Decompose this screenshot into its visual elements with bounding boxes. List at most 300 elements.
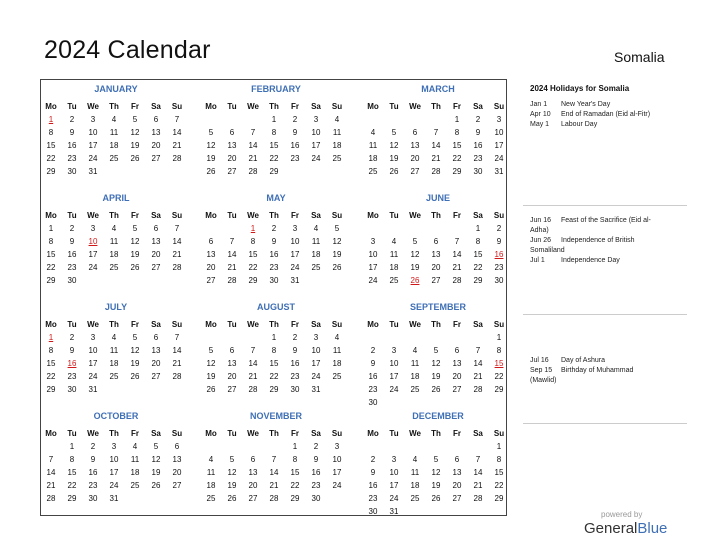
- weekday-header: Tu: [389, 320, 399, 329]
- day-cell: 24: [332, 481, 342, 490]
- day-cell: 2: [69, 224, 75, 233]
- day-cell: 4: [391, 237, 397, 246]
- day-cell: 8: [69, 455, 75, 464]
- day-cell: 7: [454, 237, 460, 246]
- day-cell: 30: [88, 494, 98, 503]
- weekday-header: Mo: [45, 429, 57, 438]
- day-cell: 20: [206, 263, 216, 272]
- day-cell: 24: [311, 372, 321, 381]
- weekday-header: Fr: [453, 320, 461, 329]
- day-cell: 23: [473, 154, 483, 163]
- day-cell: 18: [206, 481, 216, 490]
- month-name: JULY: [104, 302, 128, 312]
- day-cell: 18: [109, 359, 119, 368]
- holiday-day-cell: 10: [88, 237, 98, 246]
- day-cell: 25: [368, 167, 378, 176]
- holiday-entry: [530, 120, 660, 130]
- day-cell: 29: [46, 276, 56, 285]
- holiday-name: Feast of the Sacrifice (Eid al-Adha): [530, 217, 651, 234]
- day-cell: 5: [229, 455, 235, 464]
- holiday-entry: [530, 110, 660, 120]
- weekday-header: Tu: [67, 211, 77, 220]
- day-cell: 30: [494, 276, 504, 285]
- weekday-header: Th: [431, 320, 441, 329]
- day-cell: 27: [151, 372, 161, 381]
- weekday-header: Su: [331, 320, 343, 329]
- day-cell: 29: [248, 276, 258, 285]
- day-cell: 26: [332, 263, 342, 272]
- day-cell: 6: [174, 442, 180, 451]
- holiday-date: May 1: [530, 121, 550, 128]
- day-cell: 26: [431, 494, 441, 503]
- day-cell: 13: [431, 250, 441, 259]
- day-cell: 18: [389, 263, 399, 272]
- day-cell: 20: [452, 481, 462, 490]
- day-cell: 30: [269, 276, 279, 285]
- day-cell: 10: [88, 346, 98, 355]
- day-cell: 23: [67, 372, 77, 381]
- day-cell: 6: [412, 128, 418, 137]
- day-cell: 22: [269, 154, 279, 163]
- day-cell: 12: [389, 141, 399, 150]
- weekday-header: We: [87, 320, 99, 329]
- day-cell: 19: [206, 372, 216, 381]
- day-cell: 22: [67, 481, 77, 490]
- day-cell: 9: [90, 455, 96, 464]
- day-cell: 3: [370, 237, 376, 246]
- day-cell: 9: [69, 128, 75, 137]
- holiday-name: Labour Day: [561, 121, 598, 128]
- day-cell: 13: [151, 128, 161, 137]
- month-name: AUGUST: [257, 302, 295, 312]
- day-cell: 17: [368, 263, 378, 272]
- brand-text-blue: Blue: [637, 520, 668, 537]
- day-cell: 23: [88, 481, 98, 490]
- weekday-header: Th: [109, 211, 119, 220]
- day-cell: 11: [332, 346, 342, 355]
- day-cell: 20: [452, 372, 462, 381]
- month-name: OCTOBER: [93, 411, 139, 421]
- day-cell: 3: [496, 115, 502, 124]
- day-cell: 3: [313, 115, 319, 124]
- day-cell: 28: [473, 385, 483, 394]
- day-cell: 14: [172, 237, 182, 246]
- holiday-date: Sep 15: [530, 367, 553, 374]
- day-cell: 24: [88, 154, 98, 163]
- day-cell: 26: [130, 263, 140, 272]
- month-name: SEPTEMBER: [409, 302, 466, 312]
- weekday-header: We: [409, 102, 421, 111]
- weekday-header: Th: [431, 102, 441, 111]
- day-cell: 9: [69, 237, 75, 246]
- weekday-header: Fr: [131, 429, 139, 438]
- day-cell: 22: [452, 154, 462, 163]
- weekday-header: Tu: [67, 429, 77, 438]
- holiday-date: Jun 16: [530, 217, 552, 224]
- day-cell: 25: [109, 372, 119, 381]
- day-cell: 9: [370, 468, 376, 477]
- holiday-day-cell: 16: [67, 359, 77, 368]
- day-cell: 1: [496, 442, 502, 451]
- day-cell: 2: [370, 455, 376, 464]
- weekday-header: Tu: [227, 320, 237, 329]
- day-cell: 28: [172, 154, 182, 163]
- holiday-date: Jan 1: [530, 101, 548, 108]
- day-cell: 22: [46, 372, 56, 381]
- day-cell: 21: [431, 154, 441, 163]
- day-cell: 8: [292, 455, 298, 464]
- day-cell: 26: [389, 167, 399, 176]
- day-cell: 25: [410, 385, 420, 394]
- weekday-header: Su: [331, 429, 343, 438]
- day-cell: 4: [412, 455, 418, 464]
- day-cell: 6: [250, 455, 256, 464]
- day-cell: 4: [334, 115, 340, 124]
- holiday-entry: [530, 256, 660, 266]
- day-cell: 27: [431, 276, 441, 285]
- day-cell: 2: [90, 442, 96, 451]
- day-cell: 1: [496, 333, 502, 342]
- weekday-header: Su: [493, 429, 505, 438]
- day-cell: 23: [269, 263, 279, 272]
- weekday-header: We: [409, 211, 421, 220]
- day-cell: 30: [67, 385, 77, 394]
- day-cell: 14: [473, 468, 483, 477]
- day-cell: 9: [271, 237, 277, 246]
- weekday-header: Su: [171, 211, 183, 220]
- day-cell: 2: [292, 115, 298, 124]
- day-cell: 21: [46, 481, 56, 490]
- day-cell: 13: [410, 141, 420, 150]
- weekday-header: We: [247, 211, 259, 220]
- day-cell: 10: [88, 128, 98, 137]
- day-cell: 23: [290, 154, 300, 163]
- day-cell: 15: [67, 468, 77, 477]
- day-cell: 29: [269, 167, 279, 176]
- day-cell: 11: [109, 128, 119, 137]
- weekday-header: Tu: [227, 211, 237, 220]
- weekday-header: Tu: [67, 102, 77, 111]
- weekday-header: Su: [171, 102, 183, 111]
- divider: [523, 205, 687, 206]
- day-cell: 16: [67, 250, 77, 259]
- day-cell: 16: [88, 468, 98, 477]
- day-cell: 2: [313, 442, 319, 451]
- day-cell: 21: [248, 154, 258, 163]
- day-cell: 18: [332, 141, 342, 150]
- day-cell: 2: [496, 224, 502, 233]
- day-cell: 30: [473, 167, 483, 176]
- day-cell: 25: [109, 154, 119, 163]
- day-cell: 11: [130, 455, 140, 464]
- day-cell: 15: [473, 250, 483, 259]
- day-cell: 28: [172, 263, 182, 272]
- weekday-header: We: [409, 429, 421, 438]
- day-cell: 7: [174, 224, 180, 233]
- day-cell: 24: [311, 154, 321, 163]
- month-name: JUNE: [425, 193, 450, 203]
- weekday-header: Sa: [151, 211, 161, 220]
- day-cell: 24: [368, 276, 378, 285]
- weekday-header: Fr: [453, 211, 461, 220]
- day-cell: 28: [431, 167, 441, 176]
- day-cell: 24: [494, 154, 504, 163]
- day-cell: 10: [311, 346, 321, 355]
- day-cell: 7: [250, 346, 256, 355]
- day-cell: 18: [311, 250, 321, 259]
- holiday-date: Jul 1: [530, 257, 545, 264]
- weekday-header: Mo: [45, 211, 57, 220]
- day-cell: 2: [69, 115, 75, 124]
- weekday-header: We: [247, 320, 259, 329]
- day-cell: 23: [368, 385, 378, 394]
- day-cell: 15: [452, 141, 462, 150]
- day-cell: 18: [109, 141, 119, 150]
- weekday-header: Sa: [151, 102, 161, 111]
- day-cell: 26: [206, 385, 216, 394]
- day-cell: 13: [151, 346, 161, 355]
- day-cell: 12: [206, 359, 216, 368]
- weekday-header: Su: [171, 429, 183, 438]
- day-cell: 9: [313, 455, 319, 464]
- holiday-name: New Year's Day: [561, 101, 611, 108]
- day-cell: 17: [332, 468, 342, 477]
- day-cell: 27: [452, 385, 462, 394]
- day-cell: 26: [130, 372, 140, 381]
- day-cell: 19: [431, 481, 441, 490]
- day-cell: 24: [389, 385, 399, 394]
- day-cell: 20: [431, 263, 441, 272]
- day-cell: 27: [206, 276, 216, 285]
- day-cell: 16: [67, 141, 77, 150]
- weekday-header: Su: [493, 211, 505, 220]
- day-cell: 29: [494, 494, 504, 503]
- day-cell: 8: [475, 237, 481, 246]
- day-cell: 2: [475, 115, 481, 124]
- day-cell: 1: [69, 442, 75, 451]
- holiday-entry: [530, 366, 660, 386]
- day-cell: 22: [46, 263, 56, 272]
- weekday-header: Tu: [389, 429, 399, 438]
- day-cell: 30: [67, 167, 77, 176]
- day-cell: 19: [431, 372, 441, 381]
- day-cell: 7: [433, 128, 439, 137]
- day-cell: 19: [151, 468, 161, 477]
- day-cell: 23: [290, 372, 300, 381]
- holiday-day-cell: 15: [494, 359, 504, 368]
- day-cell: 15: [494, 468, 504, 477]
- weekday-header: Tu: [227, 429, 237, 438]
- day-cell: 13: [206, 250, 216, 259]
- day-cell: 21: [452, 263, 462, 272]
- weekday-header: Th: [431, 429, 441, 438]
- weekday-header: Sa: [311, 211, 321, 220]
- day-cell: 22: [269, 372, 279, 381]
- month-name: NOVEMBER: [249, 411, 302, 421]
- weekday-header: Mo: [367, 211, 379, 220]
- day-cell: 28: [473, 494, 483, 503]
- day-cell: 8: [48, 237, 54, 246]
- country-name: Somalia: [614, 49, 665, 65]
- day-cell: 7: [229, 237, 235, 246]
- day-cell: 22: [494, 481, 504, 490]
- day-cell: 13: [172, 455, 182, 464]
- month-name: JANUARY: [94, 84, 138, 94]
- weekday-header: We: [409, 320, 421, 329]
- day-cell: 5: [433, 346, 439, 355]
- day-cell: 30: [290, 385, 300, 394]
- day-cell: 6: [229, 128, 235, 137]
- day-cell: 3: [292, 224, 298, 233]
- weekday-header: Sa: [311, 320, 321, 329]
- weekday-header: Fr: [291, 429, 299, 438]
- divider: [523, 314, 687, 315]
- weekday-header: Su: [171, 320, 183, 329]
- day-cell: 17: [88, 359, 98, 368]
- holiday-day-cell: 1: [48, 333, 54, 342]
- day-cell: 5: [208, 128, 214, 137]
- day-cell: 3: [90, 333, 96, 342]
- brand-text-general: General: [584, 520, 638, 537]
- day-cell: 11: [109, 346, 119, 355]
- day-cell: 20: [227, 372, 237, 381]
- weekday-header: Mo: [367, 320, 379, 329]
- day-cell: 10: [290, 237, 300, 246]
- day-cell: 20: [151, 250, 161, 259]
- weekday-header: Th: [431, 211, 441, 220]
- weekday-header: Sa: [311, 429, 321, 438]
- weekday-header: We: [87, 429, 99, 438]
- day-cell: 31: [311, 385, 321, 394]
- day-cell: 23: [67, 263, 77, 272]
- weekday-header: We: [87, 211, 99, 220]
- holiday-group: [530, 216, 660, 266]
- holiday-date: Jun 26: [530, 237, 552, 244]
- day-cell: 4: [132, 442, 138, 451]
- day-cell: 29: [494, 385, 504, 394]
- weekday-header: We: [87, 102, 99, 111]
- day-cell: 20: [227, 154, 237, 163]
- day-cell: 27: [172, 481, 182, 490]
- weekday-header: We: [247, 429, 259, 438]
- day-cell: 19: [130, 141, 140, 150]
- weekday-header: Fr: [131, 102, 139, 111]
- day-cell: 19: [130, 359, 140, 368]
- day-cell: 12: [206, 141, 216, 150]
- day-cell: 7: [475, 346, 481, 355]
- day-cell: 12: [410, 250, 420, 259]
- day-cell: 27: [410, 167, 420, 176]
- day-cell: 18: [410, 481, 420, 490]
- weekday-header: Sa: [473, 211, 483, 220]
- day-cell: 5: [153, 442, 159, 451]
- weekday-header: Sa: [473, 320, 483, 329]
- day-cell: 13: [151, 237, 161, 246]
- weekday-header: Fr: [131, 320, 139, 329]
- day-cell: 19: [389, 154, 399, 163]
- weekday-header: Mo: [367, 102, 379, 111]
- day-cell: 8: [271, 346, 277, 355]
- day-cell: 16: [473, 141, 483, 150]
- day-cell: 25: [311, 263, 321, 272]
- month-name: MARCH: [421, 84, 455, 94]
- weekday-header: Mo: [205, 320, 217, 329]
- day-cell: 24: [290, 263, 300, 272]
- day-cell: 14: [431, 141, 441, 150]
- day-cell: 14: [172, 128, 182, 137]
- weekday-header: Th: [109, 320, 119, 329]
- holiday-group: [530, 100, 660, 130]
- day-cell: 26: [431, 385, 441, 394]
- weekday-header: Th: [269, 211, 279, 220]
- day-cell: 17: [389, 481, 399, 490]
- day-cell: 29: [290, 494, 300, 503]
- day-cell: 5: [132, 333, 138, 342]
- day-cell: 17: [88, 250, 98, 259]
- day-cell: 20: [151, 141, 161, 150]
- day-cell: 4: [111, 333, 117, 342]
- day-cell: 31: [494, 167, 504, 176]
- holiday-date: Apr 10: [530, 111, 551, 118]
- day-cell: 24: [109, 481, 119, 490]
- holiday-day-cell: 26: [410, 276, 420, 285]
- day-cell: 20: [410, 154, 420, 163]
- weekday-header: Th: [269, 320, 279, 329]
- day-cell: 22: [473, 263, 483, 272]
- day-cell: 30: [67, 276, 77, 285]
- holidays-title: 2024 Holidays for Somalia: [530, 84, 630, 93]
- day-cell: 11: [368, 141, 378, 150]
- day-cell: 17: [311, 359, 321, 368]
- day-cell: 27: [248, 494, 258, 503]
- day-cell: 5: [334, 224, 340, 233]
- day-cell: 3: [391, 346, 397, 355]
- day-cell: 3: [90, 224, 96, 233]
- day-cell: 29: [46, 385, 56, 394]
- day-cell: 25: [206, 494, 216, 503]
- day-cell: 5: [391, 128, 397, 137]
- day-cell: 29: [452, 167, 462, 176]
- day-cell: 29: [473, 276, 483, 285]
- day-cell: 17: [494, 141, 504, 150]
- day-cell: 12: [130, 237, 140, 246]
- day-cell: 2: [370, 346, 376, 355]
- day-cell: 4: [370, 128, 376, 137]
- day-cell: 13: [248, 468, 258, 477]
- day-cell: 23: [67, 154, 77, 163]
- day-cell: 4: [412, 346, 418, 355]
- day-cell: 8: [48, 128, 54, 137]
- day-cell: 25: [332, 154, 342, 163]
- day-cell: 26: [206, 167, 216, 176]
- day-cell: 22: [494, 372, 504, 381]
- day-cell: 21: [172, 250, 182, 259]
- day-cell: 20: [172, 468, 182, 477]
- day-cell: 9: [475, 128, 481, 137]
- holiday-day-cell: 16: [494, 250, 504, 259]
- day-cell: 6: [208, 237, 214, 246]
- month-name: FEBRUARY: [251, 84, 301, 94]
- day-cell: 7: [271, 455, 277, 464]
- day-cell: 2: [271, 224, 277, 233]
- brand-logo[interactable]: [584, 520, 667, 537]
- day-cell: 7: [475, 455, 481, 464]
- day-cell: 7: [250, 128, 256, 137]
- weekday-header: Su: [331, 102, 343, 111]
- day-cell: 15: [46, 250, 56, 259]
- day-cell: 6: [229, 346, 235, 355]
- weekday-header: Fr: [453, 102, 461, 111]
